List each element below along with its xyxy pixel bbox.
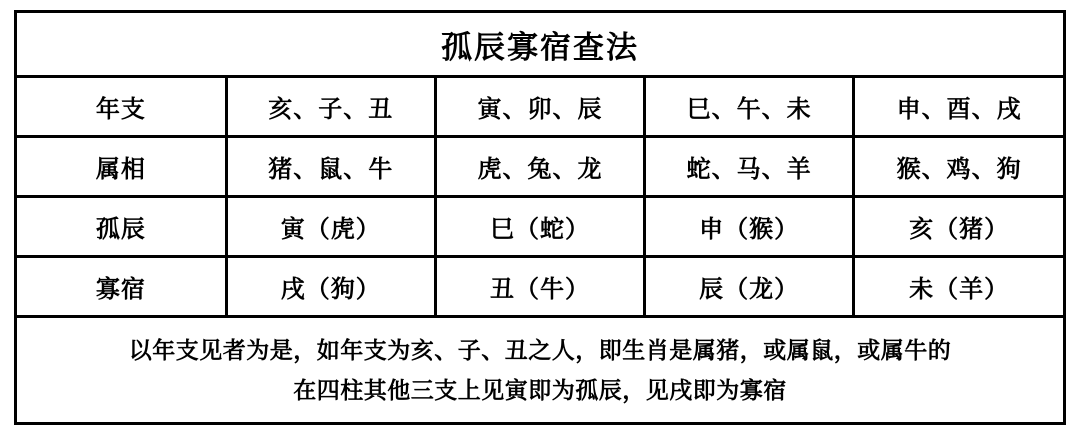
cell-guchen-3: 申（猴） [645,197,854,257]
cell-year-branch-2: 寅、卯、辰 [435,77,644,137]
cell-zodiac-2: 虎、兔、龙 [435,137,644,197]
cell-year-branch-4: 申、酉、戌 [854,77,1063,137]
table-row [17,137,1063,197]
note-block [17,317,1063,423]
page-title: 孤辰寡宿查法 [17,13,1063,77]
cell-guasu-1: 戌（狗） [226,257,435,317]
table-row [17,197,1063,257]
cell-year-branch-3: 巳、午、未 [645,77,854,137]
chart-sheet [14,10,1066,425]
note-line-2: 在四柱其他三支上见寅即为孤辰，见戌即为寡宿 [293,377,787,403]
table-note-row [17,317,1063,423]
cell-zodiac-1: 猪、鼠、牛 [226,137,435,197]
cell-year-branch-1: 亥、子、丑 [226,77,435,137]
cell-guchen-4: 亥（猪） [854,197,1063,257]
cell-zodiac-4: 猴、鸡、狗 [854,137,1063,197]
table-row [17,77,1063,137]
lookup-table [17,13,1063,422]
cell-guasu-2: 丑（牛） [435,257,644,317]
table-title-row [17,13,1063,77]
cell-guchen-1: 寅（虎） [226,197,435,257]
row-label-zodiac: 属相 [17,137,226,197]
table-row [17,257,1063,317]
cell-guasu-3: 辰（龙） [645,257,854,317]
row-label-guchen: 孤辰 [17,197,226,257]
cell-guchen-2: 巳（蛇） [435,197,644,257]
row-label-year-branch: 年支 [17,77,226,137]
note-line-1: 以年支见者为是，如年支为亥、子、丑之人，即生肖是属猪，或属鼠，或属牛的 [128,337,952,363]
cell-zodiac-3: 蛇、马、羊 [645,137,854,197]
row-label-guasu: 寡宿 [17,257,226,317]
cell-guasu-4: 未（羊） [854,257,1063,317]
